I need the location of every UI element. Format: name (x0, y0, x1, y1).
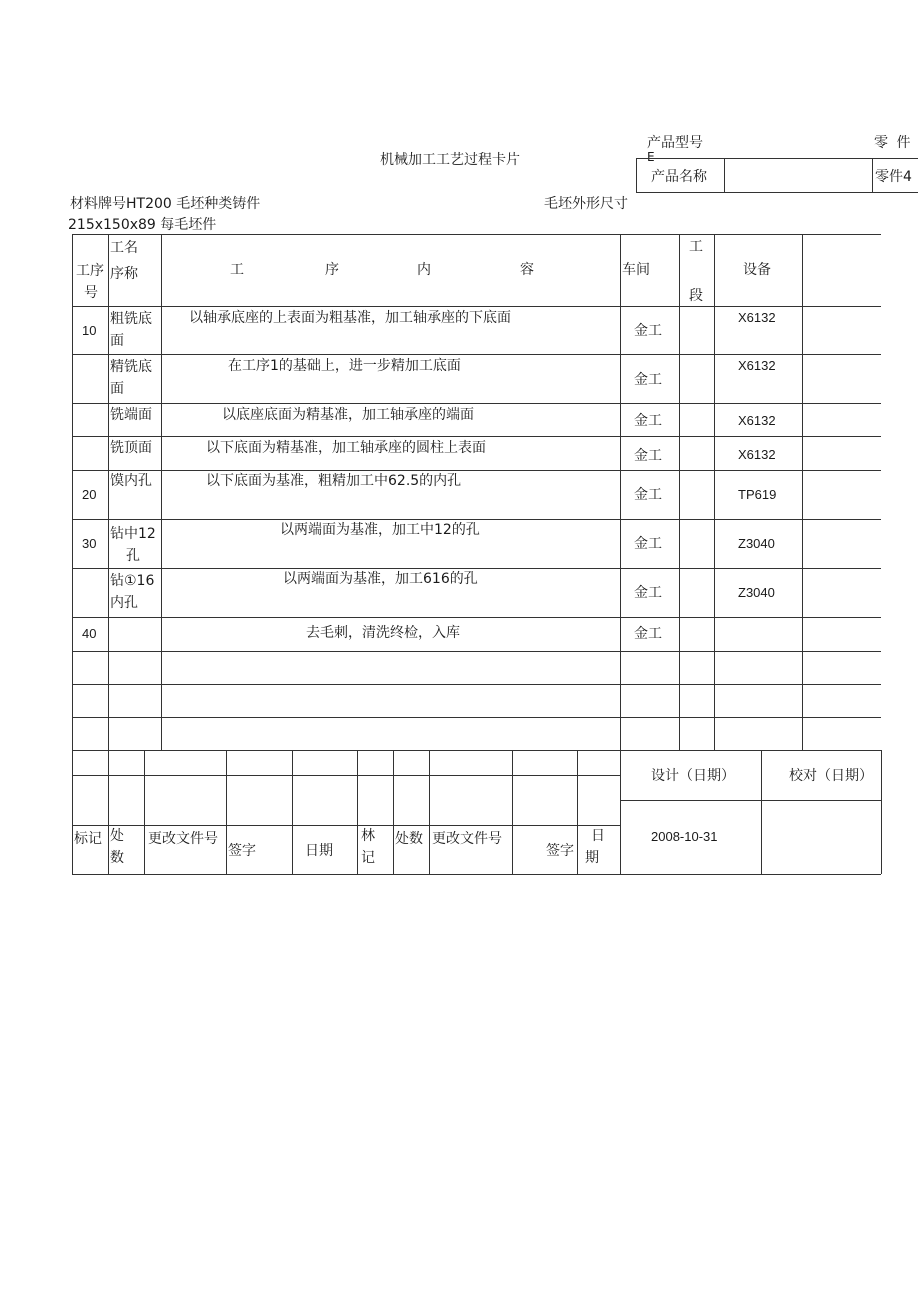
row-3-content: 以底座底面为精基准，加工轴承座的端面 (222, 407, 474, 423)
row-3-equipment: X6132 (738, 413, 776, 428)
row-6-workshop: 金工 (634, 536, 662, 552)
row-4-workshop: 金工 (634, 448, 662, 464)
row-8-no: 40 (82, 626, 97, 641)
footer-date: 日期 (305, 843, 333, 859)
card-title: 机械加工工艺过程卡片 (380, 152, 520, 168)
footer-count: 处 数 (110, 828, 124, 866)
row-1-equipment: X6132 (738, 310, 776, 325)
row-4-name: 铣顶面 (110, 440, 152, 456)
part-label-box: 零件4 (875, 169, 912, 185)
row-2-equipment: X6132 (738, 358, 776, 373)
footer-change-doc: 更改文件号 (148, 831, 218, 847)
row-3-name: 铣端面 (110, 407, 152, 423)
header-content-4: 容 (520, 262, 534, 278)
row-6-name: 钻中12 孔 (110, 526, 156, 564)
footer-count-2: 处数 (395, 831, 423, 847)
stray-mark: E (647, 150, 655, 164)
footer-change-doc-2: 更改文件号 (432, 831, 502, 847)
row-1-no: 10 (82, 323, 97, 338)
row-7-equipment: Z3040 (738, 585, 775, 600)
blank-dims-label: 毛坯外形尺寸 (544, 196, 628, 212)
row-7-name: 钻①16 内孔 (110, 573, 155, 611)
row-7-content: 以两端面为基准，加工616的孔 (283, 571, 478, 587)
row-2-name: 精铣底 面 (110, 359, 152, 397)
header-op-name: 工名 序称 (110, 240, 138, 282)
product-name-label: 产品名称 (651, 169, 707, 185)
design-label: 设计（日期） (651, 768, 735, 784)
material-line: 材料牌号HT200 毛坯种类铸件 (70, 196, 261, 212)
footer-mark: 标记 (74, 831, 102, 847)
product-model-label: 产品型号 (647, 135, 703, 151)
row-1-content: 以轴承底座的上表面为粗基准，加工轴承座的下底面 (189, 310, 511, 326)
row-3-workshop: 金工 (634, 413, 662, 429)
row-1-name: 粗铣底 面 (110, 311, 152, 349)
footer-sign: 签字 (228, 843, 256, 859)
row-1-workshop: 金工 (634, 323, 662, 339)
header-content-1: 工 (230, 262, 244, 278)
row-5-content: 以下底面为基准，粗精加工中62.5的内孔 (206, 473, 462, 489)
check-label: 校对（日期） (789, 768, 873, 784)
row-5-workshop: 金工 (634, 487, 662, 503)
row-6-equipment: Z3040 (738, 536, 775, 551)
row-2-content: 在工序1的基础上，进一步精加工底面 (228, 358, 461, 374)
design-date: 2008-10-31 (651, 829, 718, 844)
footer-mark-2: 林 记 (361, 828, 375, 866)
footer-date-2: 日 期 (585, 828, 605, 866)
header-equipment: 设备 (743, 262, 771, 278)
footer-sign-2: 签字 (546, 843, 574, 859)
row-6-content: 以两端面为基准，加工中12的孔 (280, 522, 480, 538)
row-4-content: 以下底面为精基准，加工轴承座的圆柱上表面 (206, 440, 486, 456)
blank-dims-line: 215x150x89 每毛坯件 (68, 217, 217, 233)
row-8-workshop: 金工 (634, 626, 662, 642)
header-content-2: 序 (325, 262, 339, 278)
header-op-no: 工序 号 (76, 263, 104, 301)
row-7-workshop: 金工 (634, 585, 662, 601)
row-2-workshop: 金工 (634, 372, 662, 388)
header-content-3: 内 (417, 262, 431, 278)
row-4-equipment: X6132 (738, 447, 776, 462)
part-label-top: 零 件 (874, 135, 913, 151)
header-workshop: 车间 (622, 262, 650, 278)
row-5-equipment: TP619 (738, 487, 777, 502)
row-6-no: 30 (82, 536, 97, 551)
header-section-1: 工 (689, 239, 703, 255)
row-5-name: 馍内孔 (110, 473, 152, 489)
row-8-content: 去毛刺，清洗终检，入库 (306, 625, 460, 641)
row-5-no: 20 (82, 487, 97, 502)
header-section-2: 段 (689, 288, 703, 304)
